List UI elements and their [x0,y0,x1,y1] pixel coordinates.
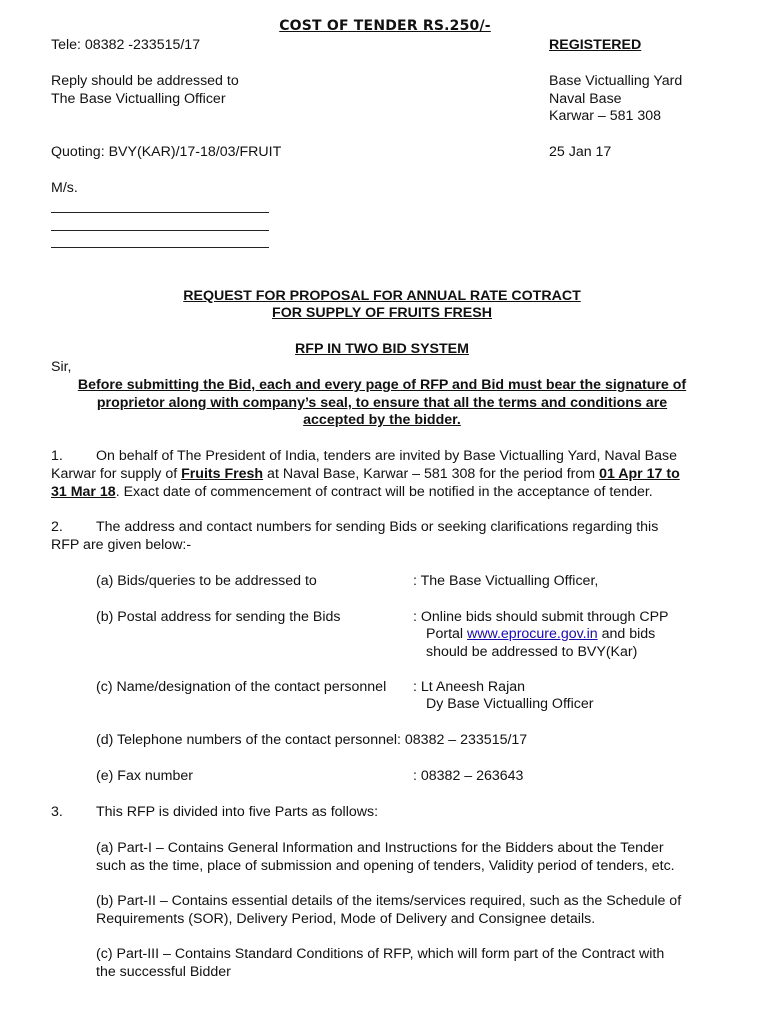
contact-d-line: (d) Telephone numbers of the contact personnel: 08382 – 233515/17 [96,732,528,748]
contact-c-value-line-1: : Lt Aneesh Rajan [413,679,526,695]
salutation: Sir, [51,359,72,375]
bid-system-title: RFP IN TWO BID SYSTEM [295,341,469,357]
para-2-number: 2. [51,519,63,535]
addressee-blank-line-3 [51,247,269,248]
cost-of-tender-title: COST OF TENDER RS.250/- [279,18,491,34]
para-1-number: 1. [51,448,63,464]
contact-e-label: (e) Fax number [96,768,193,784]
contact-b-value-line-1: : Online bids should submit through CPP [413,609,669,625]
part-3-line-2: the successful Bidder [96,964,231,980]
portal-text-suffix: and bids [597,626,656,642]
para-3-number: 3. [51,804,63,820]
contact-b-label: (b) Postal address for sending the Bids [96,609,341,625]
fruits-fresh-highlight: Fruits Fresh [181,466,264,482]
part-1-line-2: such as the time, place of submission and opening of tenders, Validity period of tenders, etc. [96,858,675,874]
para-1-line-3 [51,483,653,501]
telephone-line: Tele: 08382 -233515/17 [51,37,201,53]
para-2-line-2: RFP are given below:- [51,537,192,553]
addressee-blank-line-2 [51,230,269,231]
para-1-line-1: On behalf of The President of India, tenders are invited by Base Victualling Yard, Naval Base [96,448,677,464]
para-2-line-1: The address and contact numbers for sending Bids or seeking clarifications regarding this [96,519,659,535]
letter-date: 25 Jan 17 [549,144,612,160]
contact-a-label: (a) Bids/queries to be addressed to [96,573,317,589]
notice-line-3: accepted by the bidder. [303,412,461,428]
part-2-line-2: Requirements (SOR), Delivery Period, Mode of Delivery and Consignee details. [96,911,596,927]
para-1-line-2 [51,465,680,483]
registered-label: REGISTERED [549,37,642,53]
para-3-intro: This RFP is divided into five Parts as follows: [96,804,379,820]
part-2-line-1: (b) Part-II – Contains essential details of the items/services required, such as the Schedule of [96,893,682,909]
para-1-text-b: at Naval Base, Karwar – 581 308 for the period from [263,466,600,482]
address-line-1: Base Victualling Yard [549,73,683,89]
contract-period-end: 31 Mar 18 [51,484,116,500]
part-1-line-1: (a) Part-I – Contains General Information and Instructions for the Bidders about the Tender [96,840,664,856]
notice-line-1: Before submitting the Bid, each and every page of RFP and Bid must bear the signature of [77,377,687,393]
contact-b-value-line-3: should be addressed to BVY(Kar) [426,644,638,660]
contact-b-value-line-2 [426,625,655,643]
contract-period-start: 01 Apr 17 to [599,466,680,482]
contact-e-value: : 08382 – 263643 [413,768,524,784]
part-3-line-1: (c) Part-III – Contains Standard Conditions of RFP, which will form part of the Contract with [96,946,665,962]
portal-text: Portal [426,626,468,642]
contact-a-value: : The Base Victualling Officer, [413,573,599,589]
addressee-label: M/s. [51,180,78,196]
address-line-3: Karwar – 581 308 [549,108,661,124]
eprocure-link[interactable]: www.eprocure.gov.in [467,626,598,642]
reply-line-1: Reply should be addressed to [51,73,239,89]
notice-line-2: proprietor along with company’s seal, to ensure that all the terms and conditions are [96,395,668,411]
para-1-text-c: . Exact date of commencement of contract will be notified in the acceptance of tender. [115,484,653,500]
reply-line-2: The Base Victualling Officer [51,91,226,107]
contact-c-label: (c) Name/designation of the contact personnel [96,679,387,695]
rfp-title-line-1: REQUEST FOR PROPOSAL FOR ANNUAL RATE COTRACT [183,288,581,304]
para-1-text-a: Karwar for supply of [51,466,182,482]
quoting-reference: Quoting: BVY(KAR)/17-18/03/FRUIT [51,144,282,160]
addressee-blank-line-1 [51,212,269,213]
contact-c-value-line-2: Dy Base Victualling Officer [426,696,594,712]
address-line-2: Naval Base [549,91,622,107]
rfp-title-line-2: FOR SUPPLY OF FRUITS FRESH [272,305,492,321]
